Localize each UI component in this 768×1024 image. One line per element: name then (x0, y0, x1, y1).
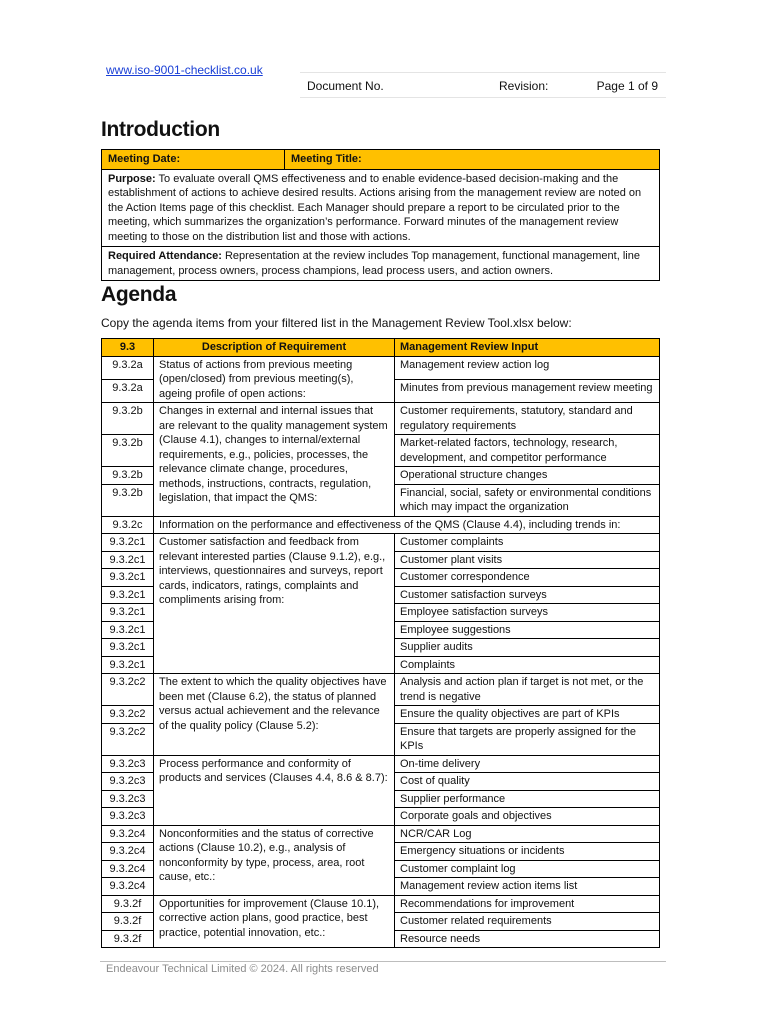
review-input: Minutes from previous management review meeting (395, 379, 660, 402)
requirement-code: 9.3.2c2 (102, 674, 154, 706)
requirement-code: 9.3.2c4 (102, 860, 154, 878)
requirement-code: 9.3.2f (102, 930, 154, 948)
review-input: Supplier audits (395, 639, 660, 657)
document-number-label: Document No. (307, 79, 384, 93)
agenda-instruction: Copy the agenda items from your filtered list in the Management Review Tool.xlsx below: (101, 316, 572, 330)
requirement-description: Information on the performance and effectiveness of the QMS (Clause 4.4), including trends in: (154, 516, 660, 534)
requirement-code: 9.3.2c3 (102, 755, 154, 773)
introduction-table (101, 149, 660, 281)
requirement-description: The extent to which the quality objectives have been met (Clause 6.2), the status of planned versus actual achievement and the relevance of the quality policy (Clause 5.2): (154, 674, 395, 756)
review-input: Resource needs (395, 930, 660, 948)
attendance-text: Representation at the review includes Top management, functional management, line management, process owners, process champions, lead process users, and action owners. (108, 250, 640, 277)
requirement-code: 9.3.2c1 (102, 569, 154, 587)
review-input: Analysis and action plan if target is not met, or the trend is negative (395, 674, 660, 706)
requirement-code: 9.3.2c4 (102, 878, 154, 896)
requirement-code: 9.3.2b (102, 435, 154, 467)
meeting-title-label: Meeting Title: (285, 150, 660, 170)
review-input: On-time delivery (395, 755, 660, 773)
requirement-description: Process performance and conformity of products and services (Clauses 4.4, 8.6 & 8.7): (154, 755, 395, 825)
code-column-header: 9.3 (102, 339, 154, 357)
review-input: Customer satisfaction surveys (395, 586, 660, 604)
attendance-cell (102, 247, 660, 281)
requirement-code: 9.3.2c4 (102, 825, 154, 843)
meeting-date-label: Meeting Date: (102, 150, 285, 170)
review-input: Emergency situations or incidents (395, 843, 660, 861)
requirement-code: 9.3.2c3 (102, 808, 154, 826)
requirement-code: 9.3.2c1 (102, 639, 154, 657)
agenda-row (102, 516, 660, 534)
requirement-code: 9.3.2c (102, 516, 154, 534)
review-input: Customer requirements, statutory, standard and regulatory requirements (395, 403, 660, 435)
agenda-row (102, 825, 660, 843)
agenda-row (102, 534, 660, 552)
requirement-code: 9.3.2b (102, 484, 154, 516)
review-input: Customer complaint log (395, 860, 660, 878)
review-input: Management review action log (395, 356, 660, 379)
requirement-description: Nonconformities and the status of corrective actions (Clause 10.2), e.g., analysis of nonconformity by type, process, area, root cause, etc.: (154, 825, 395, 895)
agenda-row (102, 755, 660, 773)
agenda-row (102, 895, 660, 913)
requirement-description: Status of actions from previous meeting (open/closed) from previous meeting(s), ageing profile of open actions: (154, 356, 395, 403)
input-column-header: Management Review Input (395, 339, 660, 357)
requirement-description: Opportunities for improvement (Clause 10.1), corrective action plans, good practice, best practice, potential innovation, etc.: (154, 895, 395, 948)
review-input: Supplier performance (395, 790, 660, 808)
purpose-cell (102, 169, 660, 247)
review-input: Ensure that targets are properly assigned for the KPIs (395, 723, 660, 755)
requirement-code: 9.3.2b (102, 403, 154, 435)
review-input: Complaints (395, 656, 660, 674)
agenda-header-row (102, 339, 660, 357)
requirement-code: 9.3.2c3 (102, 790, 154, 808)
review-input: NCR/CAR Log (395, 825, 660, 843)
agenda-table-body (102, 339, 660, 948)
requirement-code: 9.3.2f (102, 913, 154, 931)
requirement-code: 9.3.2a (102, 379, 154, 402)
purpose-label: Purpose: (108, 172, 156, 185)
review-input: Financial, social, safety or environmental conditions which may impact the organization (395, 484, 660, 516)
review-input: Corporate goals and objectives (395, 808, 660, 826)
revision-label: Revision: (499, 79, 549, 93)
requirement-code: 9.3.2c2 (102, 723, 154, 755)
requirement-code: 9.3.2b (102, 467, 154, 485)
agenda-row (102, 403, 660, 435)
review-input: Customer related requirements (395, 913, 660, 931)
page-number: Page 1 of 9 (596, 79, 658, 93)
website-link[interactable]: www.iso-9001-checklist.co.uk (106, 63, 263, 77)
requirement-description: Changes in external and internal issues that are relevant to the quality management system (Clause 4.1), changes to internal/external requirements, e.g., policies, processes, the relevance climate change, procedures, methods, instructions, contracts, regulation, legislation, that impact the QMS: (154, 403, 395, 517)
review-input: Customer correspondence (395, 569, 660, 587)
requirement-code: 9.3.2c1 (102, 534, 154, 552)
description-column-header: Description of Requirement (154, 339, 395, 357)
requirement-code: 9.3.2f (102, 895, 154, 913)
agenda-table (101, 338, 660, 948)
requirement-code: 9.3.2c1 (102, 551, 154, 569)
review-input: Employee satisfaction surveys (395, 604, 660, 622)
review-input: Customer plant visits (395, 551, 660, 569)
attendance-label: Required Attendance: (108, 250, 222, 262)
requirement-code: 9.3.2c1 (102, 621, 154, 639)
review-input: Management review action items list (395, 878, 660, 896)
requirement-code: 9.3.2c1 (102, 604, 154, 622)
requirement-code: 9.3.2c4 (102, 843, 154, 861)
review-input: Operational structure changes (395, 467, 660, 485)
agenda-row (102, 356, 660, 379)
agenda-row (102, 674, 660, 706)
introduction-heading: Introduction (101, 118, 220, 141)
review-input: Cost of quality (395, 773, 660, 791)
header-rule-top (300, 72, 666, 73)
requirement-code: 9.3.2a (102, 356, 154, 379)
footer-copyright: Endeavour Technical Limited © 2024. All rights reserved (106, 963, 379, 975)
requirement-description: Customer satisfaction and feedback from relevant interested parties (Clause 9.1.2), e.g., interviews, questionnaires and surveys, report cards, indicators, ratings, complaints and compliments arising from: (154, 534, 395, 674)
review-input: Employee suggestions (395, 621, 660, 639)
review-input: Recommendations for improvement (395, 895, 660, 913)
requirement-code: 9.3.2c1 (102, 586, 154, 604)
agenda-heading: Agenda (101, 283, 177, 306)
purpose-text: To evaluate overall QMS effectiveness and to enable evidence-based decision-making and the establishment of actions to achieve desired results. Actions arising from the management review are noted on the Action Items page of this checklist. Each Manager should prepare a report to be circulated prior to the meeting, which summarizes the organization’s performance. Forward minutes of the management review meeting to those on the distribution list and those with actions. (108, 172, 642, 243)
footer-rule (100, 961, 666, 962)
requirement-code: 9.3.2c3 (102, 773, 154, 791)
review-input: Market-related factors, technology, research, development, and competitor performance (395, 435, 660, 467)
requirement-code: 9.3.2c2 (102, 706, 154, 724)
review-input: Customer complaints (395, 534, 660, 552)
header-rule-bottom (300, 97, 666, 98)
requirement-code: 9.3.2c1 (102, 656, 154, 674)
review-input: Ensure the quality objectives are part of KPIs (395, 706, 660, 724)
